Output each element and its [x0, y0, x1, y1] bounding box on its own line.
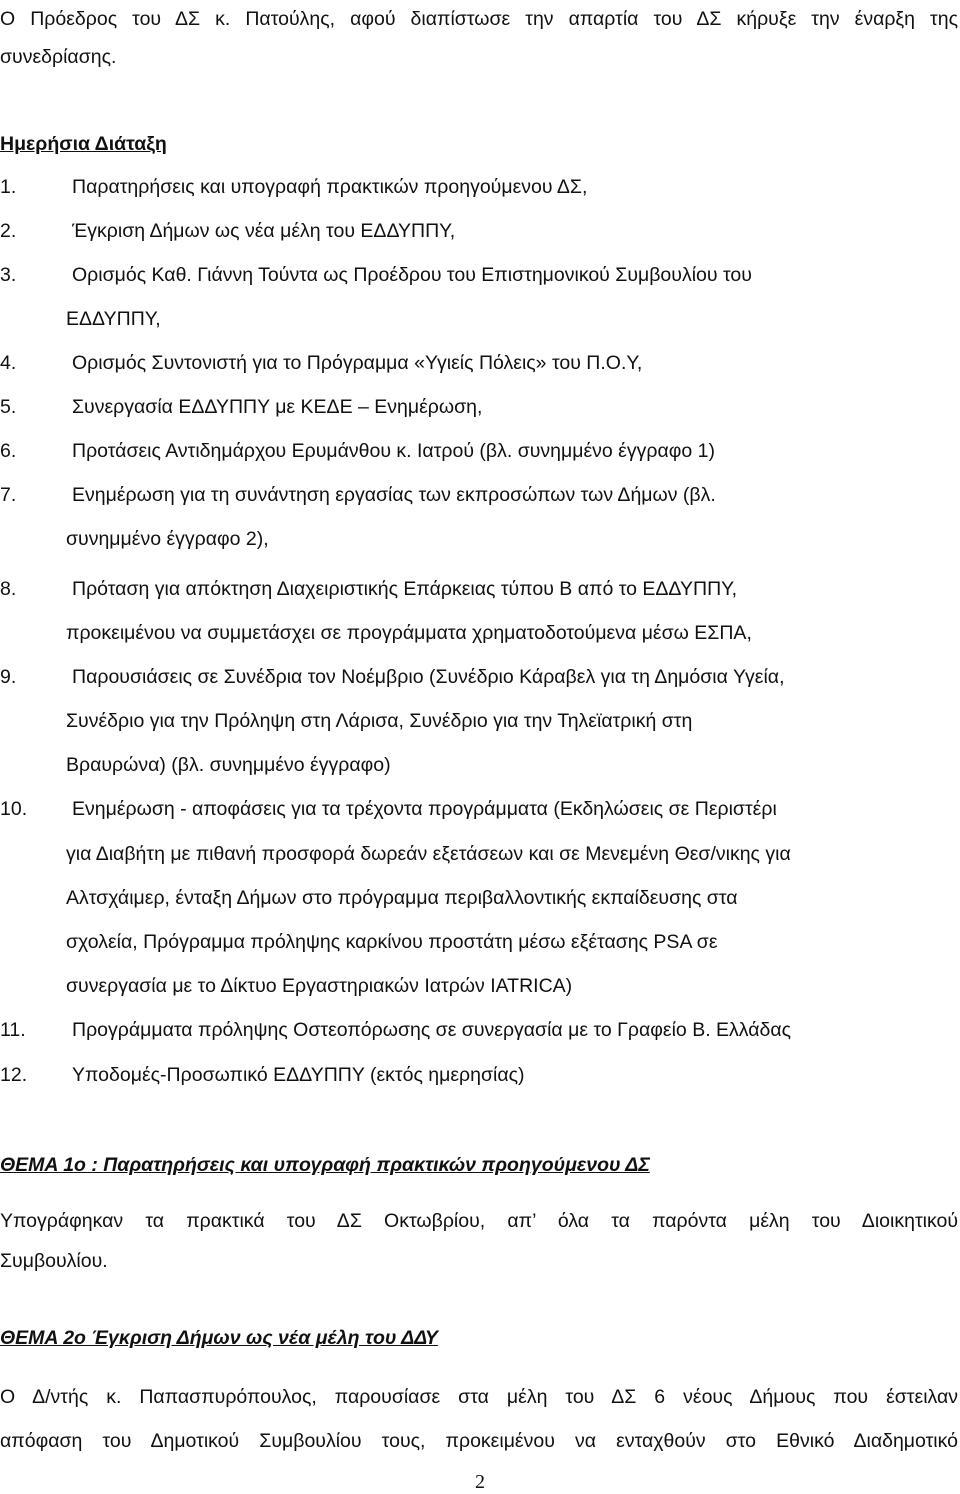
agenda-item-text: Παρουσιάσεις σε Συνέδρια τον Νοέμβριο (Συνέδριο Κάραβελ για τη Δημόσια Υγεία, [72, 666, 785, 688]
agenda-item-text: Υποδομές-Προσωπικό ΕΔΔΥΠΠΥ (εκτός ημερησίας) [72, 1064, 525, 1086]
agenda-item-text: Έγκριση Δήμων ως νέα μέλη του ΕΔΔΥΠΠΥ, [72, 220, 456, 242]
agenda-item-text-continued: Βραυρώνα) (βλ. συνημμένο έγγραφο) [66, 754, 391, 776]
agenda-item-text: Προτάσεις Αντιδημάρχου Ερυμάνθου κ. Ιατρού (βλ. συνημμένο έγγραφο 1) [72, 440, 715, 462]
topic-1-line-2: Συμβουλίου. [0, 1250, 108, 1272]
agenda-item-text: Πρόταση για απόκτηση Διαχειριστικής Επάρκειας τύπου Β από το ΕΔΔΥΠΠΥ, [72, 578, 738, 600]
agenda-item-number: 9. [0, 666, 17, 688]
agenda-item-number: 2. [0, 220, 17, 242]
agenda-item-text-continued: Συνέδριο για την Πρόληψη στη Λάρισα, Συνέδριο για την Τηλεϊατρική στη [66, 710, 693, 732]
agenda-item-number: 5. [0, 396, 17, 418]
agenda-item-number: 11. [0, 1019, 26, 1041]
agenda-item-text: Ενημέρωση για τη συνάντηση εργασίας των εκπροσώπων των Δήμων (βλ. [72, 484, 716, 506]
agenda-item-text: Συνεργασία ΕΔΔΥΠΠΥ με ΚΕΔΕ – Ενημέρωση, [72, 396, 483, 418]
intro-line-1: Ο Πρόεδρος του ΔΣ κ. Πατούλης, αφού διαπίστωσε την απαρτία του ΔΣ κήρυξε την έναρξη της [0, 8, 958, 30]
agenda-item-text-continued: συνημμένο έγγραφο 2), [66, 528, 269, 550]
topic-2-line-1: Ο Δ/ντής κ. Παπασπυρόπουλος, παρουσίασε στα μέλη του ΔΣ 6 νέους Δήμους που έστειλαν [0, 1386, 958, 1408]
agenda-item-number: 1. [0, 176, 17, 198]
agenda-item-text-continued: σχολεία, Πρόγραμμα πρόληψης καρκίνου προστάτη μέσω εξέτασης PSA σε [66, 931, 718, 953]
topic-1-line-1: Υπογράφηκαν τα πρακτικά του ΔΣ Οκτωβρίου, απ’ όλα τα παρόντα μέλη του Διοικητικού [0, 1210, 958, 1232]
agenda-item-number: 4. [0, 352, 17, 374]
topic-2-line-2: απόφαση του Δημοτικού Συμβουλίου τους, προκειμένου να ενταχθούν στο Εθνικό Διαδημοτικό [0, 1430, 958, 1452]
agenda-item-text-continued: συνεργασία με το Δίκτυο Εργαστηριακών Ιατρών IATRICA) [66, 975, 573, 997]
agenda-item-number: 6. [0, 440, 17, 462]
topic-1-heading: ΘΕΜΑ 1ο : Παρατηρήσεις και υπογραφή πρακτικών προηγούμενου ΔΣ [0, 1154, 650, 1176]
agenda-item-text-continued: ΕΔΔΥΠΠΥ, [66, 308, 161, 330]
agenda-item-text-continued: Αλτσχάιμερ, ένταξη Δήμων στο πρόγραμμα περιβαλλοντικής εκπαίδευσης στα [66, 887, 738, 909]
agenda-title: Ημερήσια Διάταξη [0, 133, 167, 155]
agenda-item-number: 7. [0, 484, 17, 506]
agenda-item-text-continued: προκειμένου να συμμετάσχει σε προγράμματα χρηματοδοτούμενα μέσω ΕΣΠΑ, [66, 622, 752, 644]
agenda-item-text: Ενημέρωση - αποφάσεις για τα τρέχοντα προγράμματα (Εκδηλώσεις σε Περιστέρι [72, 798, 777, 820]
agenda-item-number: 3. [0, 264, 17, 286]
agenda-item-text-continued: για Διαβήτη με πιθανή προσφορά δωρεάν εξετάσεων και σε Μενεμένη Θεσ/νικης για [66, 843, 791, 865]
agenda-item-number: 10. [0, 798, 28, 820]
agenda-item-number: 8. [0, 578, 17, 600]
topic-2-heading: ΘΕΜΑ 2ο Έγκριση Δήμων ως νέα μέλη του ΔΔΥ [0, 1327, 438, 1349]
agenda-item-text: Ορισμός Συντονιστή για το Πρόγραμμα «Υγιείς Πόλεις» του Π.Ο.Υ, [72, 352, 643, 374]
intro-line-2: συνεδρίασης. [0, 46, 117, 68]
agenda-item-number: 12. [0, 1064, 28, 1086]
agenda-item-text: Ορισμός Καθ. Γιάννη Τούντα ως Προέδρου του Επιστημονικού Συμβουλίου του [72, 264, 752, 286]
page-number: 2 [475, 1471, 485, 1493]
agenda-item-text: Προγράμματα πρόληψης Οστεοπόρωσης σε συνεργασία με το Γραφείο Β. Ελλάδας [72, 1019, 792, 1041]
agenda-item-text: Παρατηρήσεις και υπογραφή πρακτικών προηγούμενου ΔΣ, [72, 176, 588, 198]
